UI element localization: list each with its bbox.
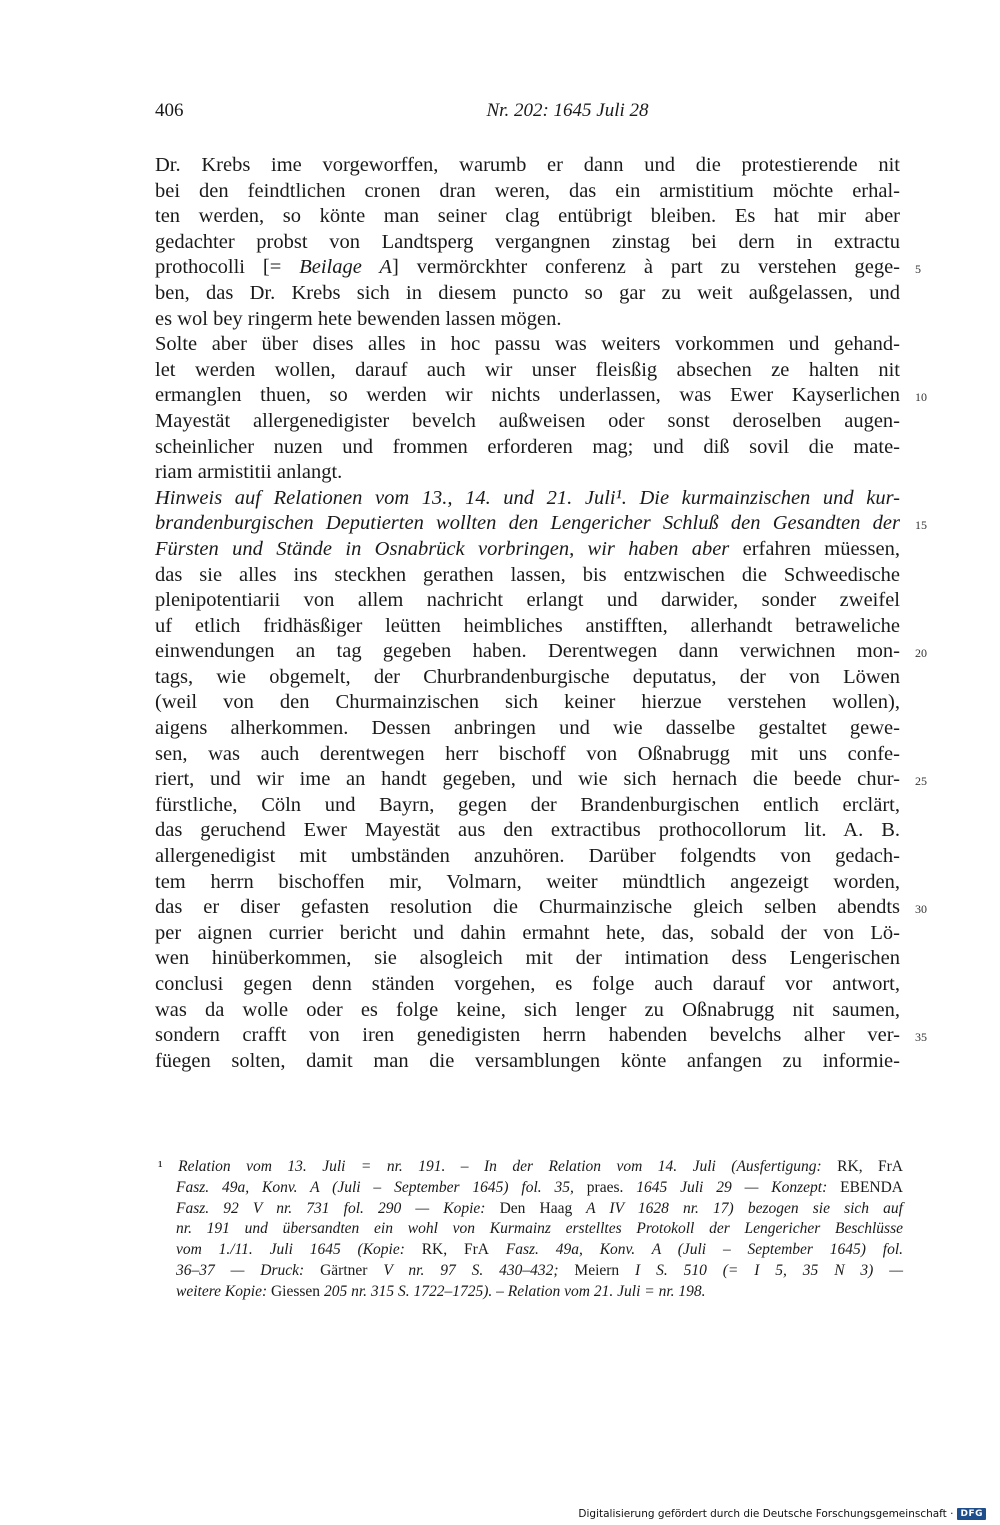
text-segment: sondern crafft von iren genedigisten herrn habenden bevelchs alher ver- — [155, 1024, 900, 1047]
text-segment: füegen solten, damit man die versamblungen könte anfangen zu informie- — [155, 1049, 900, 1072]
italic-segment: Fasz. 49a, Konv. A (Juli – September 1645) fol. 35, — [176, 1178, 587, 1196]
text-line — [155, 204, 900, 230]
text-line — [155, 844, 900, 870]
text-line — [155, 946, 900, 972]
italic-segment: Relation vom 13. Juli = nr. 191. – In der Relation vom 14. Juli (Ausfertigung: — [178, 1158, 838, 1175]
text-segment: tem herrn bischoffen mir, Volmarn, weiter mündtlich angezeigt worden, — [155, 870, 900, 893]
roman-segment: EBENDA — [840, 1178, 903, 1196]
text-line — [155, 972, 900, 998]
text-segment: Solte aber über dises alles in hoc passu was weiters vorkommen und gehand- — [155, 333, 900, 356]
roman-segment: RK, FrA — [837, 1158, 903, 1175]
text-line — [155, 690, 900, 716]
text-line — [155, 870, 900, 896]
italic-segment: A IV 1628 nr. 17) bezogen sie sich auf — [572, 1199, 903, 1217]
text-segment: per aignen currier bericht und dahin ermahnt hete, das, sobald der von Lö- — [155, 921, 900, 944]
italic-segment: nr. 191 und übersandten ein wohl von Kurmainz erstelltes Protokoll der Lengericher Beschlüsse — [176, 1220, 903, 1238]
text-line — [155, 332, 900, 358]
text-line — [155, 1049, 900, 1075]
page-header — [155, 100, 900, 130]
dfg-logo: DFG — [957, 1508, 986, 1520]
text-line — [155, 307, 900, 333]
text-line — [155, 895, 927, 921]
text-segment: ermanglen thuen, so werden wir nichts underlassen, was Ewer Kayserlichen — [155, 384, 900, 407]
text-segment: conclusi gegen denn ständen vorgehen, es folge auch darauf vor antwort, — [155, 973, 900, 995]
text-line — [155, 281, 900, 307]
text-line — [155, 460, 900, 486]
text-segment: riam armistitii anlangt. — [155, 461, 343, 484]
footnote-line — [158, 1240, 903, 1261]
text-segment: sen, was auch derentwegen herr bischoff von Oßnabrugg mit uns confe- — [155, 742, 900, 765]
text-segment: wen hinüberkommen, sie alsogleich mit der intimation dess Lengerischen — [155, 947, 900, 970]
italic-segment: vom 1./11. Juli 1645 (Kopie: — [176, 1241, 422, 1259]
text-line — [155, 716, 900, 742]
italic-segment: 36–37 — Druck: — [176, 1261, 321, 1279]
footnote-line — [158, 1199, 903, 1220]
text-segment: das er diser gefasten resolution die Churmainzische gleich selben abendts — [155, 896, 900, 919]
italic-segment: brandenburgischen Deputierten wollten den Lengericher Schluß den Gesandten der — [155, 512, 900, 535]
text-segment: das sie alles ins steckhen gerathen lassen, bis entzwischen die Schweedische — [155, 563, 900, 586]
text-line — [155, 998, 900, 1024]
roman-segment: ¹ — [158, 1158, 179, 1175]
text-line — [155, 153, 900, 179]
text-segment: was da wolle oder es folge keine, sich lenger zu Oßnabrugg nit saumen, — [155, 998, 900, 1021]
text-segment: das geruchend Ewer Mayestät aus den extractibus prothocollorum lit. A. B. — [155, 819, 900, 842]
italic-segment: weitere Kopie: — [176, 1282, 271, 1300]
italic-segment: V nr. 97 S. 430–432; — [367, 1261, 575, 1279]
italic-segment: 1645 Juli 29 — Konzept: — [623, 1178, 841, 1196]
text-segment: allergenedigist mit umbständen anzuhören. Darüber folgendts von gedach- — [155, 845, 900, 868]
text-segment: bei den feindtlichen cronen dran weren, das ein armistitium möchte erhal- — [155, 179, 900, 202]
italic-segment: Fasz. 92 V nr. 731 fol. 290 — Kopie: — [176, 1199, 500, 1217]
text-line — [155, 563, 900, 589]
footnote-line — [158, 1219, 903, 1240]
text-segment: prothocolli [= — [155, 256, 300, 279]
line-number: 30 — [915, 902, 927, 917]
digitization-footer — [578, 1508, 986, 1520]
running-title: Nr. 202: 1645 Juli 28 — [486, 100, 649, 121]
text-segment: aigens alherkommen. Dessen anbringen und wie dasselbe gestaltet gewe- — [155, 717, 900, 740]
text-line — [155, 511, 927, 537]
roman-segment: praes. — [586, 1178, 624, 1196]
text-line — [155, 742, 900, 768]
line-number: 35 — [915, 1030, 927, 1045]
footnote-line — [158, 1157, 903, 1178]
text-segment: let werden wollen, darauf auch wir unser fleisßig absechen ze halten nit — [155, 358, 900, 381]
text-segment: Dr. Krebs ime vorgeworffen, warumb er dann und die protestierende nit — [155, 154, 900, 176]
footnotes — [158, 1157, 903, 1303]
footer-text: Digitalisierung gefördert durch die Deutsche Forschungsgemeinschaft · — [578, 1508, 954, 1520]
text-line — [155, 588, 900, 614]
italic-segment: Hinweis auf Relationen vom 13., 14. und 21. Juli¹. Die kurmainzischen und kur- — [155, 486, 900, 509]
italic-segment: Fasz. 49a, Konv. A (Juli – September 1645) fol. — [488, 1241, 903, 1259]
italic-segment: Beilage A — [299, 256, 392, 279]
text-segment: riert, und wir ime an handt gegeben, und wie sich hernach die beede chur- — [155, 768, 900, 791]
text-line — [155, 255, 921, 281]
main-text — [155, 153, 927, 1074]
text-segment: ten werden, so könte man seiner clag entübrigt bleiben. Es hat mir aber — [155, 205, 900, 228]
text-segment: es wol bey ringerm hete bewenden lassen mögen. — [155, 307, 562, 330]
text-segment: ] vermörckhter conferenz à part zu verstehen gege- — [391, 256, 900, 279]
text-line — [155, 614, 900, 640]
roman-segment: Den Haag — [499, 1199, 573, 1217]
text-segment: einwendungen an tag gegeben haben. Derentwegen dann verwichnen mon- — [155, 640, 900, 663]
text-line — [155, 383, 927, 409]
line-number: 25 — [915, 774, 927, 789]
text-segment: gedachter probst von Landtsperg vergangnen zinstag bei dern in extractu — [155, 230, 900, 253]
text-segment: scheinlicher nuzen und frommen erforderen mag; und diß sovil die mate- — [155, 435, 900, 458]
footnote-line — [158, 1282, 903, 1303]
text-segment: plenipotentiarii von allem nachricht erlangt und darwider, sonder zweifel — [155, 589, 900, 612]
text-segment: Mayestät allergenedigister bevelch außweisen oder sonst deroselben augen- — [155, 409, 900, 432]
text-line — [155, 409, 900, 435]
text-line — [155, 921, 900, 947]
text-line — [155, 435, 900, 461]
text-line — [155, 230, 900, 256]
footnote-line — [158, 1261, 903, 1282]
roman-segment: Giessen — [270, 1282, 321, 1300]
roman-segment: Meiern — [574, 1261, 620, 1279]
text-line — [155, 486, 900, 512]
roman-segment: Gärtner — [320, 1261, 368, 1279]
text-line — [155, 767, 927, 793]
text-segment: erfahren müessen, — [729, 537, 900, 560]
text-segment: ben, das Dr. Krebs sich in diesem puncto so gar zu weit außgelassen, und — [155, 281, 900, 304]
text-line — [155, 665, 900, 691]
text-line — [155, 818, 900, 844]
text-line — [155, 793, 900, 819]
text-line — [155, 639, 927, 665]
text-line — [155, 358, 900, 384]
line-number: 5 — [915, 262, 921, 277]
line-number: 10 — [915, 390, 927, 405]
text-line — [155, 537, 900, 563]
italic-segment: Fürsten und Stände in Osnabrück vorbringen, wir haben aber — [155, 537, 730, 560]
text-segment: uf etlich fridhäsßiger leütten heimbliches anstifften, allerhandt betraweliche — [155, 614, 900, 637]
text-segment: fürstliche, Cöln und Bayrn, gegen der Brandenburgischen entlich erclärt, — [155, 793, 900, 816]
italic-segment: 205 nr. 315 S. 1722–1725). – Relation vom 21. Juli = nr. 198. — [320, 1282, 706, 1300]
page-number: 406 — [155, 100, 184, 121]
text-line — [155, 1023, 927, 1049]
italic-segment: I S. 510 (= I 5, 35 N 3) — — [619, 1261, 903, 1279]
roman-segment: RK, FrA — [421, 1241, 489, 1259]
line-number: 15 — [915, 518, 927, 533]
footnote-line — [158, 1178, 903, 1199]
text-line — [155, 179, 900, 205]
text-segment: (weil von den Churmainzischen sich keiner hierzue verstehen wollen), — [155, 691, 900, 714]
text-segment: tags, wie obgemelt, der Churbrandenburgische deputatus, der von Löwen — [155, 665, 900, 688]
line-number: 20 — [915, 646, 927, 661]
